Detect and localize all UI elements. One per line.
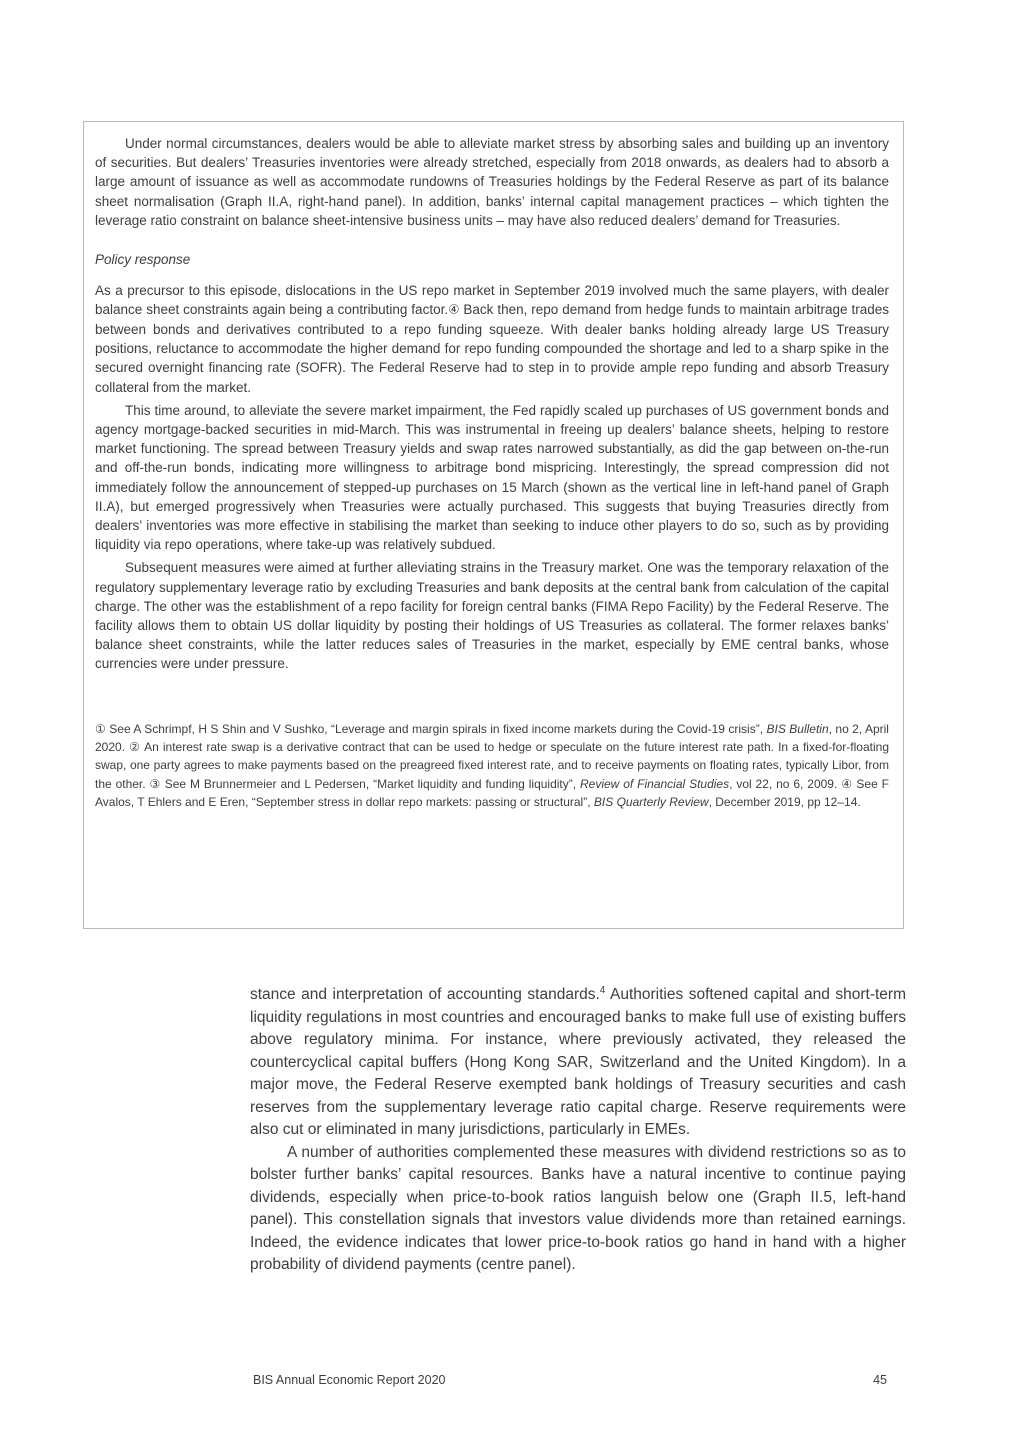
footnote-1-text: ① See A Schrimpf, H S Shin and V Sushko, “Leverage and margin spirals in fixed income markets during the Covid-19 crisis”, [95, 721, 767, 736]
footnote-4-text-end: , December 2019, pp 12–14. [708, 795, 861, 810]
page-footer [253, 1372, 887, 1388]
box-paragraph-subsequent-measures: Subsequent measures were aimed at further alleviating strains in the Treasury market. One was the temporary relaxation of the regulatory supplementary leverage ratio by excluding Treasuries and bank deposits at the central bank from calculation of the capital charge. The other was the establishment of a repo facility for foreign central banks (FIMA Repo Facility) by the Federal Reserve. The facility allows them to obtain US dollar liquidity by posting their holdings of US Treasuries as collateral. The former relaxes banks’ balance sheet constraints, while the latter reduces sales of Treasuries in the market, especially by EME central banks, whose currencies were under pressure. [95, 560, 889, 672]
footnote-reference-4: ④ [448, 302, 460, 317]
box-paragraph-precursor [95, 281, 889, 397]
box-paragraph-this-time-around: This time around, to alleviate the severe market impairment, the Fed rapidly scaled up purchases of US government bonds and agency mortgage-backed securities in mid-March. This was instrumental in freeing up dealers’ balance sheets, helping to restore market functioning. The spread between Treasury yields and swap rates narrowed substantially, as did the gap between on-the-run and off-the-run bonds, indicating more willingness to arbitrage bond mispricing. Interestingly, the spread compression did not immediately follow the announcement of stepped-up purchases on 15 March (shown as the vertical line in left-hand panel of Graph II.A), but emerged progressively when Treasuries were actually purchased. This suggests that buying Treasuries directly from dealers’ inventories was more effective in stabilising the market than seeking to induce other players to do so, such as by providing liquidity via repo operations, where take-up was relatively subdued. [95, 402, 889, 553]
footnote-2-3-text: , no 2, April 2020. ② An interest rate swap is a derivative contract that can be used to hedge or speculate on the future interest rate path. In a fixed-for-floating swap, one party agrees to make payments based on the preagreed fixed interest rate, and to receive payments on floating rates, typically Libor, from the other. ③ See M Brunnermeier and L Pedersen, “Market liquidity and funding liquidity”, [95, 721, 889, 791]
page-number: 45 [873, 1373, 887, 1387]
body-paragraph-dividend-restrictions: A number of authorities complemented these measures with dividend restrictions so as to bolster further banks’ capital resources. Banks have a natural incentive to continue paying dividends, especially when price-to-book ratios languish below one (Graph II.5, left-hand panel). This constellation signals that investors value dividends more than retained earnings. Indeed, the evidence indicates that lower price-to-book ratios go hand in hand with a higher probability of dividend payments (centre panel). [250, 1143, 906, 1273]
box-paragraph-dealers: Under normal circumstances, dealers would be able to alleviate market stress by absorbing sales and building up an inventory of securities. But dealers’ Treasuries inventories were already stretched, especially from 2018 onwards, as dealers had to absorb a large amount of issuance as well as accommodate rundowns of Treasuries holdings by the Federal Reserve as part of its balance sheet normalisation (Graph II.A, right-hand panel). In addition, banks’ internal capital management practices – which tighten the leverage ratio constraint on balance sheet-intensive business units – may have also reduced dealers’ demand for Treasuries. [95, 136, 889, 228]
body-paragraph-accounting-standards-continued: Authorities softened capital and short-term liquidity regulations in most countries and encouraged banks to make full use of existing buffers above regulatory minima. For instance, where previously activated, they released the countercyclical capital buffers (Hong Kong SAR, Switzerland and the United Kingdom). In a major move, the Federal Reserve exempted bank holdings of Treasury securities and cash reserves from the supplementary leverage ratio capital charge. Reserve requirements were also cut or eliminated in many jurisdictions, particularly in EMEs. [250, 986, 906, 1138]
footnote-superscript-4: 4 [599, 984, 606, 996]
main-text-column [250, 984, 906, 1277]
footnote-block [95, 720, 889, 812]
footer-report-title: BIS Annual Economic Report 2020 [253, 1373, 446, 1387]
body-paragraph-accounting-standards-text: stance and interpretation of accounting standards. [250, 986, 600, 1003]
box-paragraph-precursor-continued: Back then, repo demand from hedge funds to maintain arbitrage trades between bonds and derivatives contributed to a repo funding squeeze. With dealer banks holding already large US Treasury positions, reluctance to accommodate the higher demand for repo funding compounded the shortage and led to a sharp spike in the secured overnight financing rate (SOFR). The Federal Reserve had to step in to provide ample repo funding and absorb Treasury collateral from the market. [95, 302, 889, 395]
footnote-4-source: BIS Quarterly Review [593, 795, 709, 810]
box-paragraph-precursor-text: As a precursor to this episode, dislocations in the US repo market in September 2019 involved much the same players, with dealer balance sheet constraints again being a contributing factor. [95, 283, 889, 318]
footnote-1-source: BIS Bulletin [766, 721, 829, 736]
policy-response-heading: Policy response [95, 252, 191, 268]
body-paragraph-accounting-standards [250, 984, 906, 1142]
footnote-3-source: Review of Financial Studies [580, 776, 730, 791]
content-box [83, 121, 904, 929]
footnote-4-text: , vol 22, no 6, 2009. ④ See F Avalos, T Ehlers and E Eren, “September stress in dollar repo markets: passing or structural”, [95, 776, 889, 810]
